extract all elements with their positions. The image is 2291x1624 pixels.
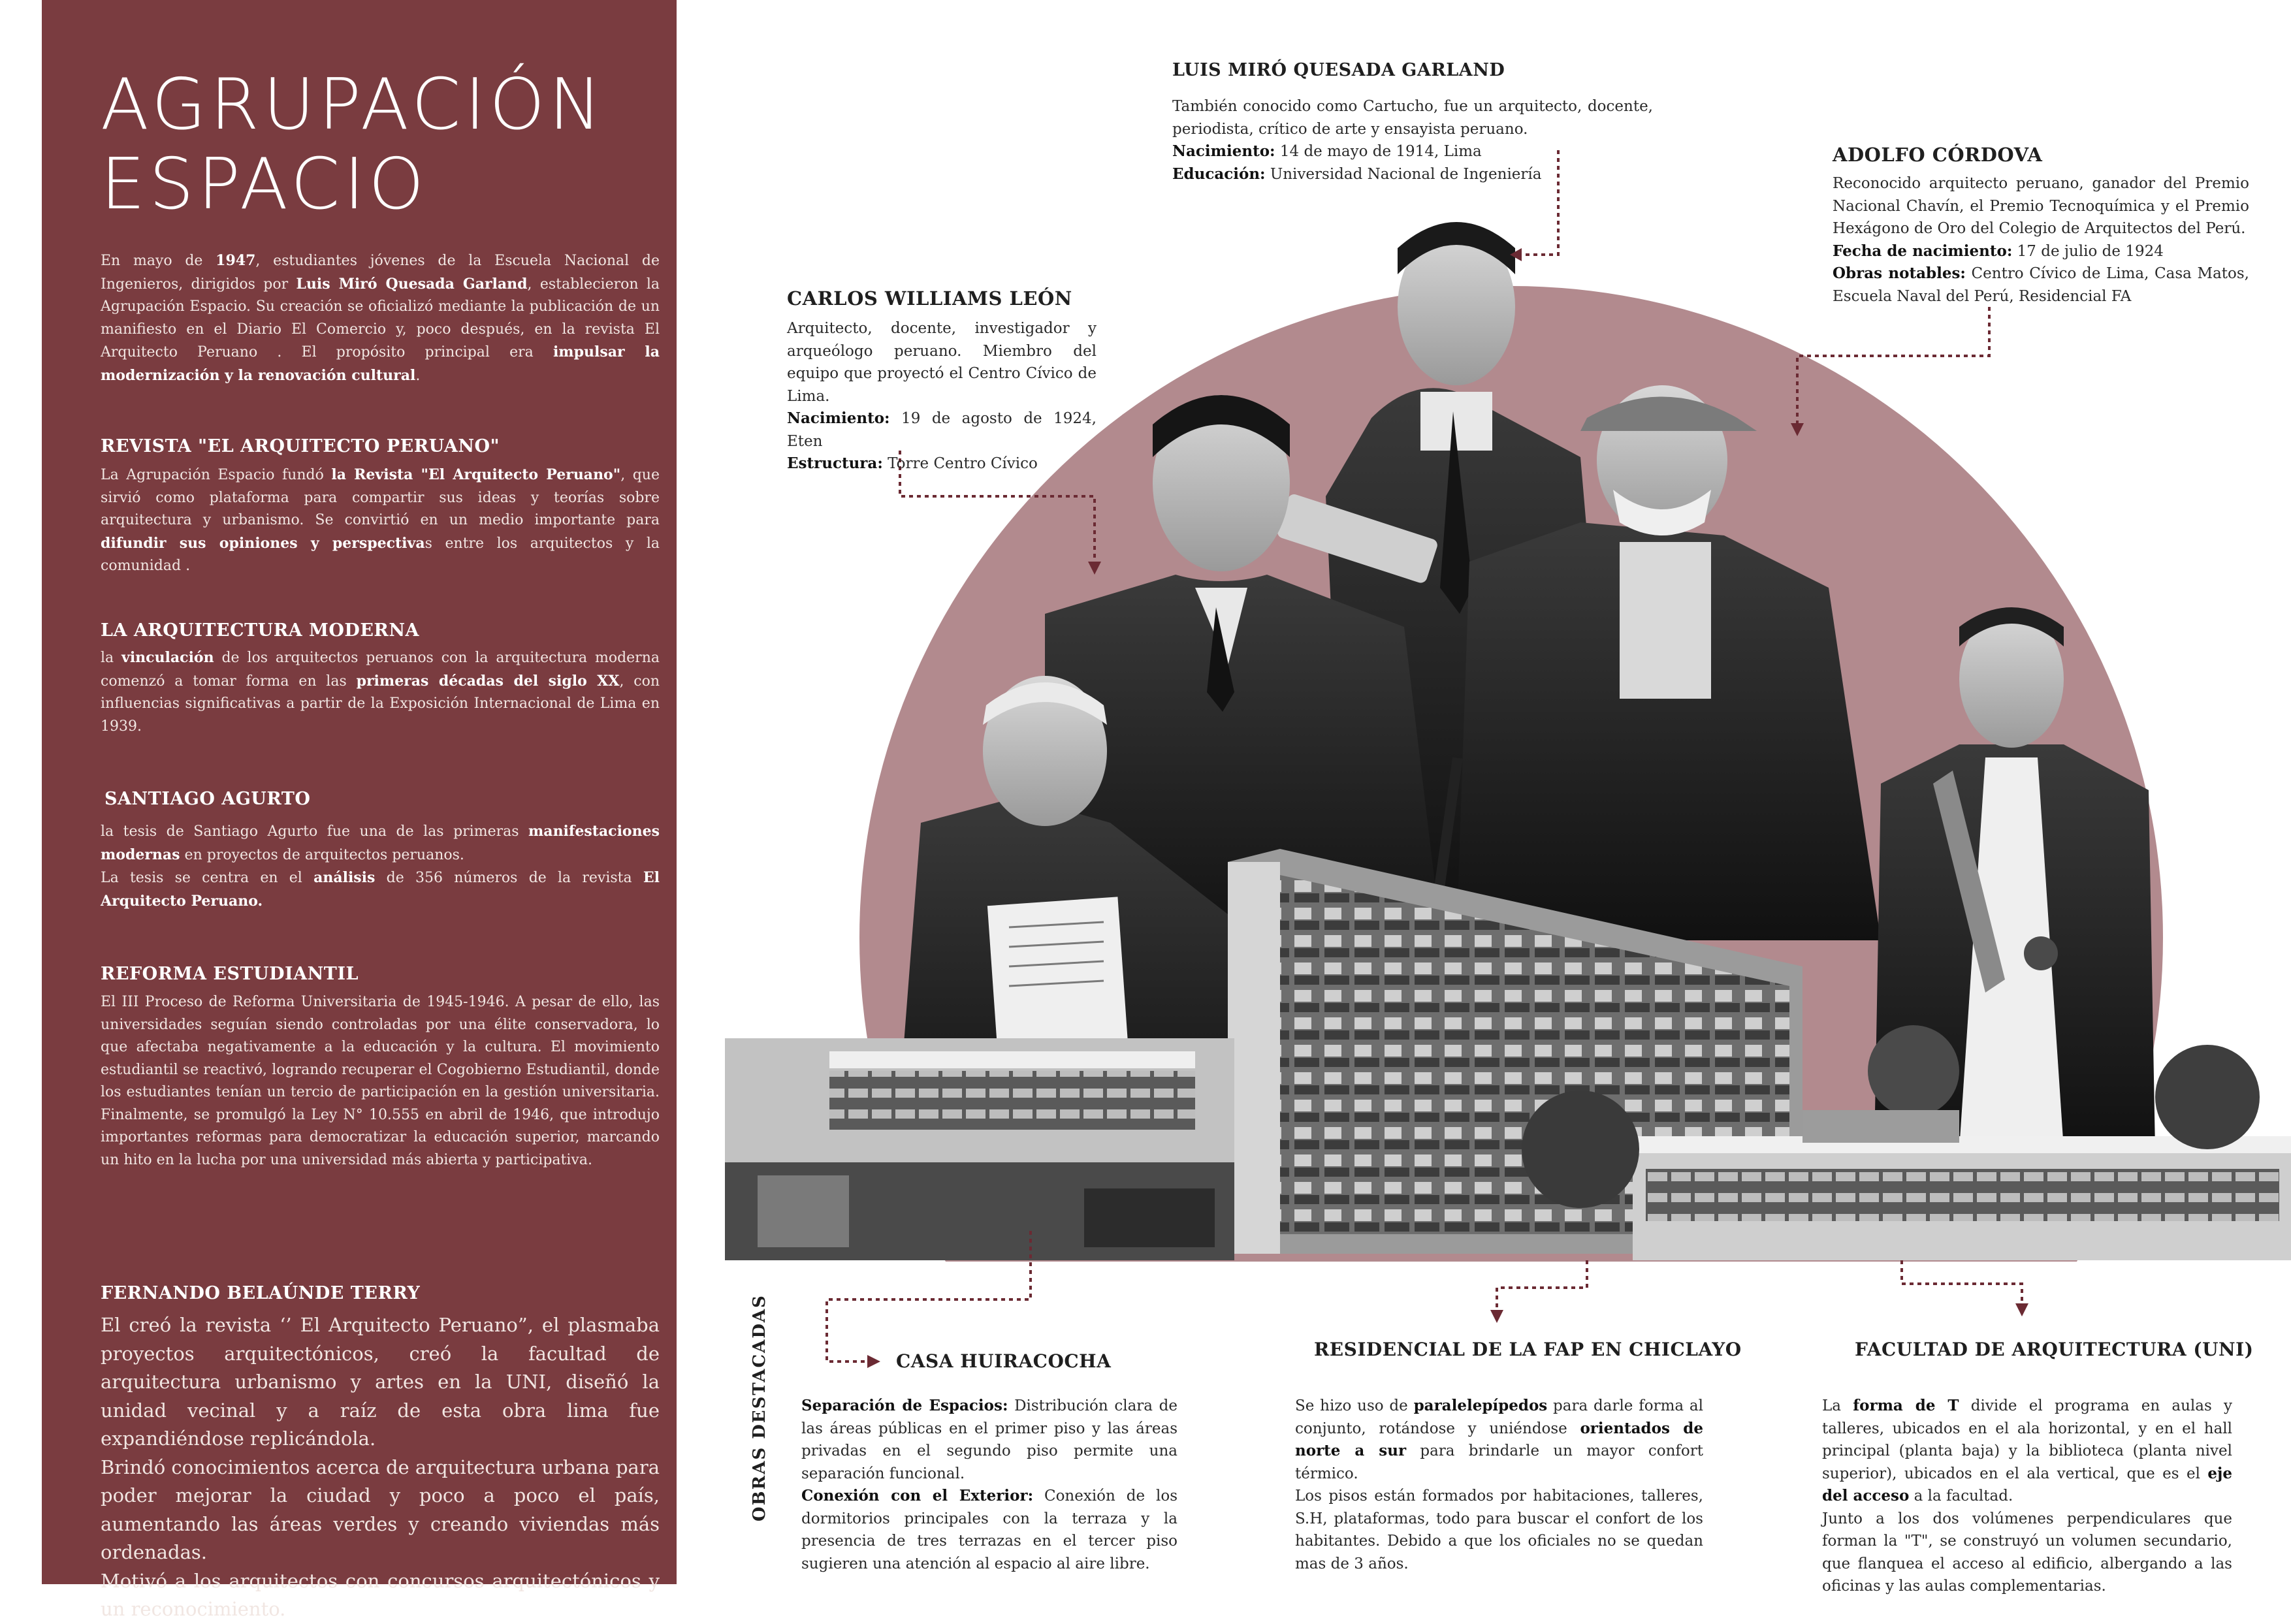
text-run: , establecieron la Agrupación Espacio. Su creación se oficializó mediante la publicación de un manifiesto en el Diario El Comercio y, poco después, en la revista El Arquitecto Peruano . El propósito principal era: [101, 276, 660, 360]
text-run: Estructura:: [787, 454, 883, 472]
text-run: Reconocido arquitecto peruano, ganador del Premio Nacional Chavín, el Premio Tecnoquímica y el Premio Hexágono de Oro del Colegio de Arquitectos del Perú.: [1833, 175, 2249, 237]
text-run: 19 de agosto de 1924, Eten: [787, 410, 1097, 450]
arrow-miro: [1510, 248, 1522, 261]
williams-name: CARLOS WILLIAMS LEÓN: [787, 287, 1072, 310]
text-run: para darle forma al conjunto, rotándose y uniéndose: [1295, 1397, 1703, 1437]
text-run: También conocido como Cartucho, fue un arquitecto, docente, periodista, crítico de arte y ensayista peruano.: [1172, 98, 1653, 138]
text-run: Separación de Espacios:: [801, 1397, 1008, 1414]
text-run: 1947: [216, 252, 256, 269]
arrow-huiracocha: [867, 1355, 880, 1368]
huiracocha-title: CASA HUIRACOCHA: [896, 1350, 1112, 1372]
text-run: eje del acceso: [1822, 1464, 2232, 1505]
works-side-label: OBRAS DESTACADAS: [750, 1294, 769, 1521]
text-run: Educación:: [1172, 165, 1266, 183]
miro-bio: [1172, 95, 1653, 185]
text-run: para brindarle un mayor confort térmico.: [1295, 1442, 1703, 1482]
cordova-name: ADOLFO CÓRDOVA: [1833, 144, 2043, 166]
text-run: El Arquitecto Peruano.: [101, 869, 660, 910]
text-run: vinculación: [121, 649, 214, 666]
uni-text: [1822, 1395, 2232, 1598]
reforma-heading: REFORMA ESTUDIANTIL: [101, 964, 359, 984]
text-run: El III Proceso de Reforma Universitaria de 1945-1946. A pesar de ello, las universidades seguían siendo controladas por una élite conservadora, lo que afectaba negativamente a la educación y la cultura. El movimiento estudiantil se reactivó, logrando recuperar el Cogobierno Estudiantil, donde los estudiantes tenían un tercio de participación en la gestión universitaria. Finalmente, se promulgó la Ley N° 10.555 en abril de 1946, que introdujo importantes reformas para democratizar la educación superior, marcando un hito en la lucha por una universidad más abierta y participativa.: [101, 994, 660, 1168]
text-run: de los arquitectos peruanos con la arquitectura moderna comenzó a tomar forma en las: [101, 650, 660, 690]
arrow-williams: [1088, 562, 1101, 575]
arrow-uni: [2015, 1303, 2028, 1316]
text-run: La Agrupación Espacio fundó: [101, 467, 332, 483]
williams-bio: [787, 317, 1097, 475]
fap-text: [1295, 1395, 1703, 1575]
text-run: Luis Miró Quesada Garland: [296, 275, 528, 293]
text-run: Conexión de los dormitorios principales con la terraza y la presencia de tres terrazas en el tercer piso sugieren una atención al espacio al aire libre.: [801, 1488, 1178, 1572]
uni-title: FACULTAD DE ARQUITECTURA (UNI): [1855, 1339, 2254, 1360]
text-run: Obras notables:: [1833, 264, 1966, 282]
text-run: La tesis se centra en el: [101, 870, 314, 886]
arrow-fap: [1490, 1310, 1503, 1323]
text-run: En mayo de: [101, 253, 216, 269]
text-run: en proyectos de arquitectos peruanos.: [180, 846, 464, 863]
text-run: El creó la revista ‘’ El Arquitecto Peruano”, el plasmaba proyectos arquitectónicos, creó la facultad de arquitectura urbanismo y artes en la UNI, diseñó la unidad vecinal y a raíz de esta obra lima fue expandiéndose replicándola.: [101, 1314, 660, 1450]
text-run: de 356 números de la revista: [375, 870, 643, 886]
text-run: la tesis de Santiago Agurto fue una de las primeras: [101, 823, 529, 840]
text-run: orientados de norte a sur: [1295, 1419, 1703, 1459]
text-run: Centro Cívico de Lima, Casa Matos, Escuela Naval del Perú, Residencial FA: [1833, 265, 2249, 305]
revista-heading: REVISTA "EL ARQUITECTO PERUANO": [101, 436, 500, 456]
text-run: impulsar la modernización y la renovación cultural: [101, 343, 660, 384]
text-run: paralelepípedos: [1413, 1397, 1548, 1414]
text-run: Universidad Nacional de Ingeniería: [1265, 165, 1542, 183]
text-run: , estudiantes jóvenes de la Escuela Nacional de Ingenieros, dirigidos por: [101, 253, 660, 293]
title-line-2: ESPACIO: [101, 144, 428, 225]
miro-name: LUIS MIRÓ QUESADA GARLAND: [1172, 60, 1505, 80]
text-run: Fecha de nacimiento:: [1833, 242, 2013, 260]
text-run: Torre Centro Cívico: [882, 455, 1038, 472]
text-run: divide el programa en aulas y talleres, ubicados en el ala horizontal, y en el hall principal (planta baja) y la biblioteca (planta nivel superior), ubicados en el ala vertical, que es el: [1822, 1397, 2233, 1482]
text-run: Brindó conocimientos acerca de arquitectura urbana para poder mejorar la ciudad y poco a poco el país, aumentando las áreas verdes y creando viviendas más ordenadas.: [101, 1456, 660, 1563]
title-line-1: AGRUPACIÓN: [101, 64, 606, 146]
text-run: 17 de julio de 1924: [2012, 242, 2164, 260]
text-run: forma de T: [1853, 1397, 1959, 1414]
moderna-heading: LA ARQUITECTURA MODERNA: [101, 620, 419, 641]
text-run: Arquitecto, docente, investigador y arqueólogo peruano. Miembro del equipo que proyectó el Centro Cívico de Lima.: [787, 320, 1097, 405]
text-run: análisis: [313, 869, 376, 886]
text-run: la: [101, 650, 122, 666]
agurto-heading: SANTIAGO AGURTO: [104, 789, 311, 809]
text-run: difundir sus opiniones y perspectiva: [101, 534, 425, 552]
text-run: , con influencias significativas a partir de la Exposición Internacional de Lima en 1939.: [101, 673, 660, 735]
fap-title: RESIDENCIAL DE LA FAP EN CHICLAYO: [1314, 1339, 1742, 1360]
cordova-bio: [1833, 172, 2249, 308]
text-run: La: [1822, 1397, 1853, 1414]
text-run: s entre los arquitectos y la comunidad .: [101, 535, 660, 574]
text-run: Junto a los dos volúmenes perpendiculares que forman la "T", se construyó un volumen secundario, que flanquea el acceso al edificio, albergando a las oficinas y las aulas complementarias.: [1822, 1510, 2232, 1595]
text-run: Motivó a los arquitectos con concursos arquitectónicos y un reconocimiento.: [101, 1569, 660, 1620]
text-run: Nacimiento:: [787, 409, 890, 427]
text-run: la Revista "El Arquitecto Peruano": [331, 466, 621, 483]
text-run: Se hizo uso de: [1295, 1397, 1414, 1414]
arrow-cordova: [1791, 423, 1804, 436]
text-run: , que sirvió como plataforma para compartir sus ideas y teorías sobre arquitectura y urbanismo. Se convirtió en un medio importante para: [101, 467, 660, 528]
text-run: primeras décadas del siglo XX: [356, 672, 620, 690]
text-run: .: [415, 367, 421, 384]
text-run: 14 de mayo de 1914, Lima: [1275, 143, 1482, 160]
text-run: Conexión con el Exterior:: [801, 1487, 1034, 1505]
text-run: a la facultad.: [1909, 1488, 2013, 1505]
text-run: manifestaciones modernas: [101, 823, 660, 863]
belaunde-heading: FERNANDO BELAÚNDE TERRY: [101, 1283, 421, 1303]
huiracocha-text: [801, 1395, 1178, 1575]
text-run: Distribución clara de las áreas públicas en el primer piso y las áreas privadas en el segundo piso permite una separación funcional.: [801, 1397, 1178, 1482]
text-run: Los pisos están formados por habitaciones, talleres, S.H, plataformas, todo para buscar el confort de los habitantes. Debido a que los oficiales no se quedan mas de 3 años.: [1295, 1488, 1703, 1572]
text-run: Nacimiento:: [1172, 142, 1275, 160]
